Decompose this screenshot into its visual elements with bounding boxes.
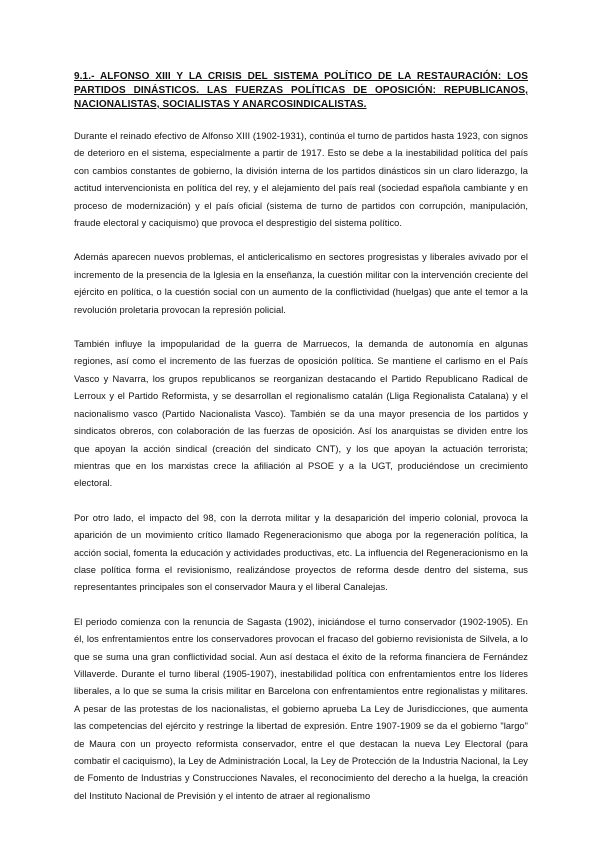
paragraph-4: Por otro lado, el impacto del 98, con la derrota militar y la desaparición del imperio colonial, provoca la aparición de un movimiento crítico llamado Regeneracionismo que aboga por la regeneración política, la acción social, fomenta la educación y actividades productivas, etc. La influencia del Regeneracionismo en la clase política forma el revisionismo, realizándose proyectos de reforma desde dentro del sistema, sus representantes principales son el conservador Maura y el liberal Canalejas. bbox=[74, 512, 528, 593]
paragraph-2: Además aparecen nuevos problemas, el anticlericalismo en sectores progresistas y liberales avivado por el incremento de la presencia de la Iglesia en la enseñanza, la cuestión militar con la intervención creciente del ejército en política, o la cuestión social con un aumento de la conflictividad (huelgas) que ante el temor a la revolución proletaria provocan la represión policial. bbox=[74, 252, 528, 315]
paragraph-3: También influye la impopularidad de la guerra de Marruecos, la demanda de autonomía en algunas regiones, así como el incremento de las fuerzas de oposición política. Se mantiene el carlismo en el País Vasco y Navarra, los grupos republicanos se reorganizan destacando el Partido Republicano Radical de Lerroux y el Partido Reformista, y se desarrollan el regionalismo catalán (Lliga Regionalista Catalana) y el nacionalismo vasco (Partido Nacionalista Vasco). También se da una mayor presencia de los partidos y sindicatos obreros, con colaboración de las fuerzas de oposición. Así los anarquistas se dividen entre los que apoyan la acción sindical (creación del sindicato CNT), y los que apoyan la actuación terrorista; mientras que en los marxistas crece la afiliación al PSOE y a la UGT, produciéndose un crecimiento electoral. bbox=[74, 339, 528, 489]
paragraph-1: Durante el reinado efectivo de Alfonso XIII (1902-1931), continúa el turno de partidos hasta 1923, con signos de deterioro en el sistema, especialmente a partir de 1917. Esto se debe a la inestabilidad política del país con cambios constantes de gobierno, la división interna de los partidos dinásticos sin un claro liderazgo, la actitud intervencionista en política del rey, y el alejamiento del país real (sociedad española cambiante y en proceso de modernización) y el país oficial (sistema de turno de partidos con corrupción, manipulación, fraude electoral y caciquismo) que provoca el desprestigio del sistema político. bbox=[74, 131, 528, 229]
paragraph-5: El periodo comienza con la renuncia de Sagasta (1902), iniciándose el turno conservador (1902-1905). En él, los enfrentamientos entre los conservadores provocan el fracaso del gobierno revisionista de Silvela, a lo que se suma una gran conflictividad social. Aun así destaca el éxito de la reforma financiera de Fernández Villaverde. Durante el turno liberal (1905-1907), inestabilidad política con enfrentamientos entre los líderes liberales, a lo que se suma la crisis militar en Barcelona con enfrentamientos entre regionalistas y militares. A pesar de las protestas de los nacionalistas, el gobierno aprueba La Ley de Jurisdicciones, que aumenta las competencias del ejército y restringe la libertad de expresión. Entre 1907-1909 se da el gobierno "largo" de Maura con un proyecto reformista conservador, entre el que destacan la nueva Ley Electoral (para combatir el caciquismo), la Ley de Administración Local, la Ley de Protección de la Industria Nacional, la Ley de Fomento de Industrias y Construcciones Navales, el reconocimiento del derecho a la huelga, la creación del Instituto Nacional de Previsión y el intento de atraer al regionalismo bbox=[74, 616, 528, 801]
document-title: 9.1.- ALFONSO XIII Y LA CRISIS DEL SISTEMA POLÍTICO DE LA RESTAURACIÓN: LOS PARTIDOS DINÁSTICOS. LAS FUERZAS POLÍTICAS DE OPOSICIÓN: REPUBLICANOS, NACIONALISTAS, SOCIALISTAS Y ANARCOSINDICALISTAS. bbox=[74, 71, 528, 110]
